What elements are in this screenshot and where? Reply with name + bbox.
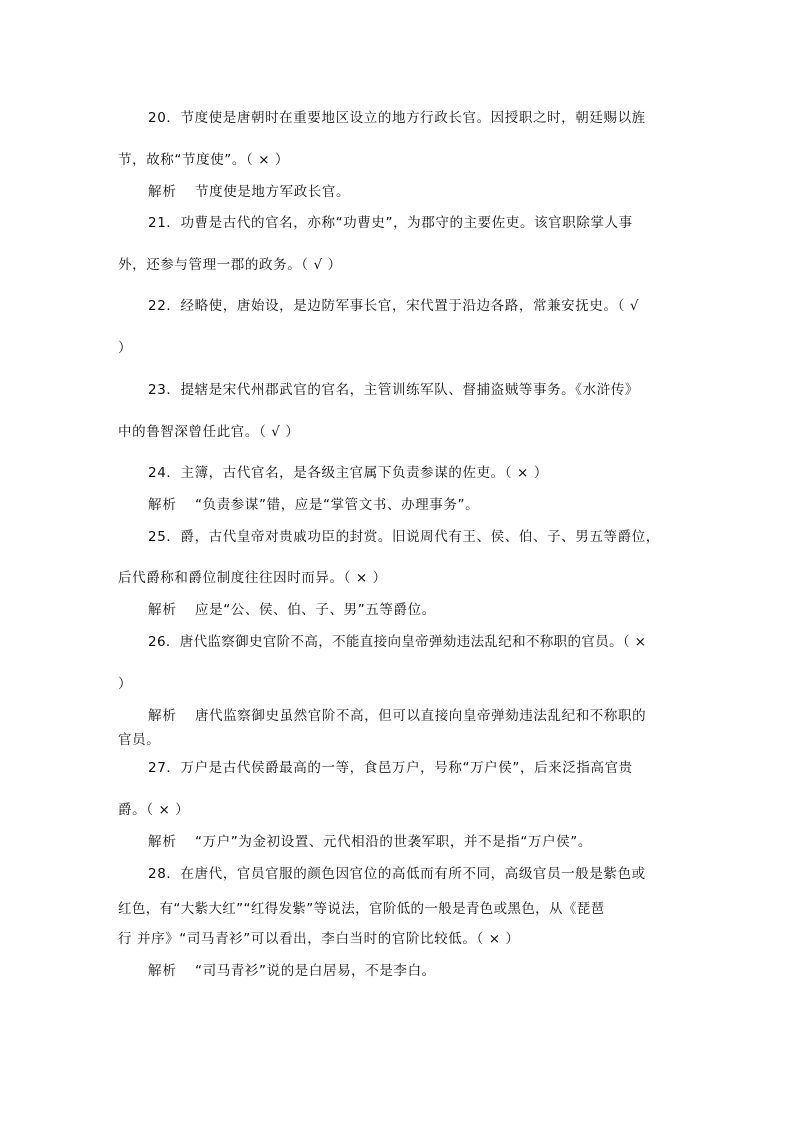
item-21-line-2: 外，还参与管理一郡的政务。（ √ ）: [118, 257, 342, 273]
item-23-line-2: 中的鲁智深曾任此官。（ √ ）: [118, 424, 300, 440]
item-25-line-2: 后代爵称和爵位制度往往因时而异。（ × ）: [118, 570, 387, 586]
analysis-text: 应是“公、侯、伯、子、男”五等爵位。: [195, 602, 436, 618]
item-27-analysis: [148, 833, 592, 851]
item-26-line-1: 26．唐代监察御史官阶不高，不能直接向皇帝弹劾违法乱纪和不称职的官员。（ ×: [148, 634, 647, 650]
analysis-text: “万户”为金初设置、元代相沿的世袭军职，并不是指“万户侯”。: [195, 834, 592, 850]
analysis-text: “司马青衫”说的是白居易，不是李白。: [195, 963, 436, 979]
item-20-line-2: 节，故称“节度使”。（ × ）: [118, 152, 290, 168]
item-27-line-2: 爵。（ × ）: [118, 802, 190, 818]
item-23-line-1: 23．提辖是宋代州郡武官的官名，主管训练军队、督捕盗贼等事务。《水浒传》: [148, 382, 640, 398]
analysis-label: 解析: [148, 834, 177, 850]
item-24-line-1: 24．主簿，古代官名，是各级主官属下负责参谋的佐吏。（ × ）: [148, 465, 548, 481]
item-28-line-1: 28．在唐代，官员官服的颜色因官位的高低而有所不同，高级官员一般是紫色或: [148, 866, 646, 882]
item-27-line-1: 27．万户是古代侯爵最高的一等，食邑万户，号称“万户侯”，后来泛指高官贵: [148, 760, 633, 776]
analysis-text: 节度使是地方军政长官。: [195, 184, 351, 200]
analysis-label: 解析: [148, 602, 177, 618]
analysis-label: 解析: [148, 184, 177, 200]
item-28-analysis: [148, 962, 436, 980]
item-25-analysis: [148, 601, 436, 619]
item-26-line-2: ）: [118, 676, 133, 692]
analysis-text: 唐代监察御史虽然官阶不高，但可以直接向皇帝弹劾违法乱纪和不称职的: [195, 708, 647, 724]
item-21-line-1: 21．功曹是古代的官名，亦称“功曹史”，为郡守的主要佐吏。该官职除掌人事: [148, 215, 633, 231]
item-22-line-1: 22．经略使，唐始设，是边防军事长官，宋代置于沿边各路，常兼安抚史。（ √: [148, 298, 640, 314]
analysis-text: “负责参谋”错，应是“掌管文书、办理事务”。: [195, 497, 480, 513]
analysis-label: 解析: [148, 497, 177, 513]
analysis-label: 解析: [148, 963, 177, 979]
item-20-line-1: 20．节度使是唐朝时在重要地区设立的地方行政长官。因授职之时，朝廷赐以旌: [148, 110, 646, 126]
item-28-line-3: 行 并序》“司马青衫”可以看出，李白当时的官阶比较低。（ × ）: [118, 931, 520, 947]
analysis-label: 解析: [148, 708, 177, 724]
item-26-analysis-cont: 官员。: [118, 732, 161, 748]
item-28-line-2: 红色，有“大紫大红”“红得发紫”等说法，官阶低的一般是青色或黑色，从《琵琶: [118, 901, 605, 917]
item-24-analysis: [148, 496, 479, 514]
item-25-line-1: 25．爵，古代皇帝对贵戚功臣的封赏。旧说周代有王、侯、伯、子、男五等爵位，: [148, 529, 660, 545]
item-20-analysis: [148, 183, 350, 201]
item-22-line-2: ）: [118, 340, 133, 356]
item-26-analysis: [148, 707, 646, 725]
